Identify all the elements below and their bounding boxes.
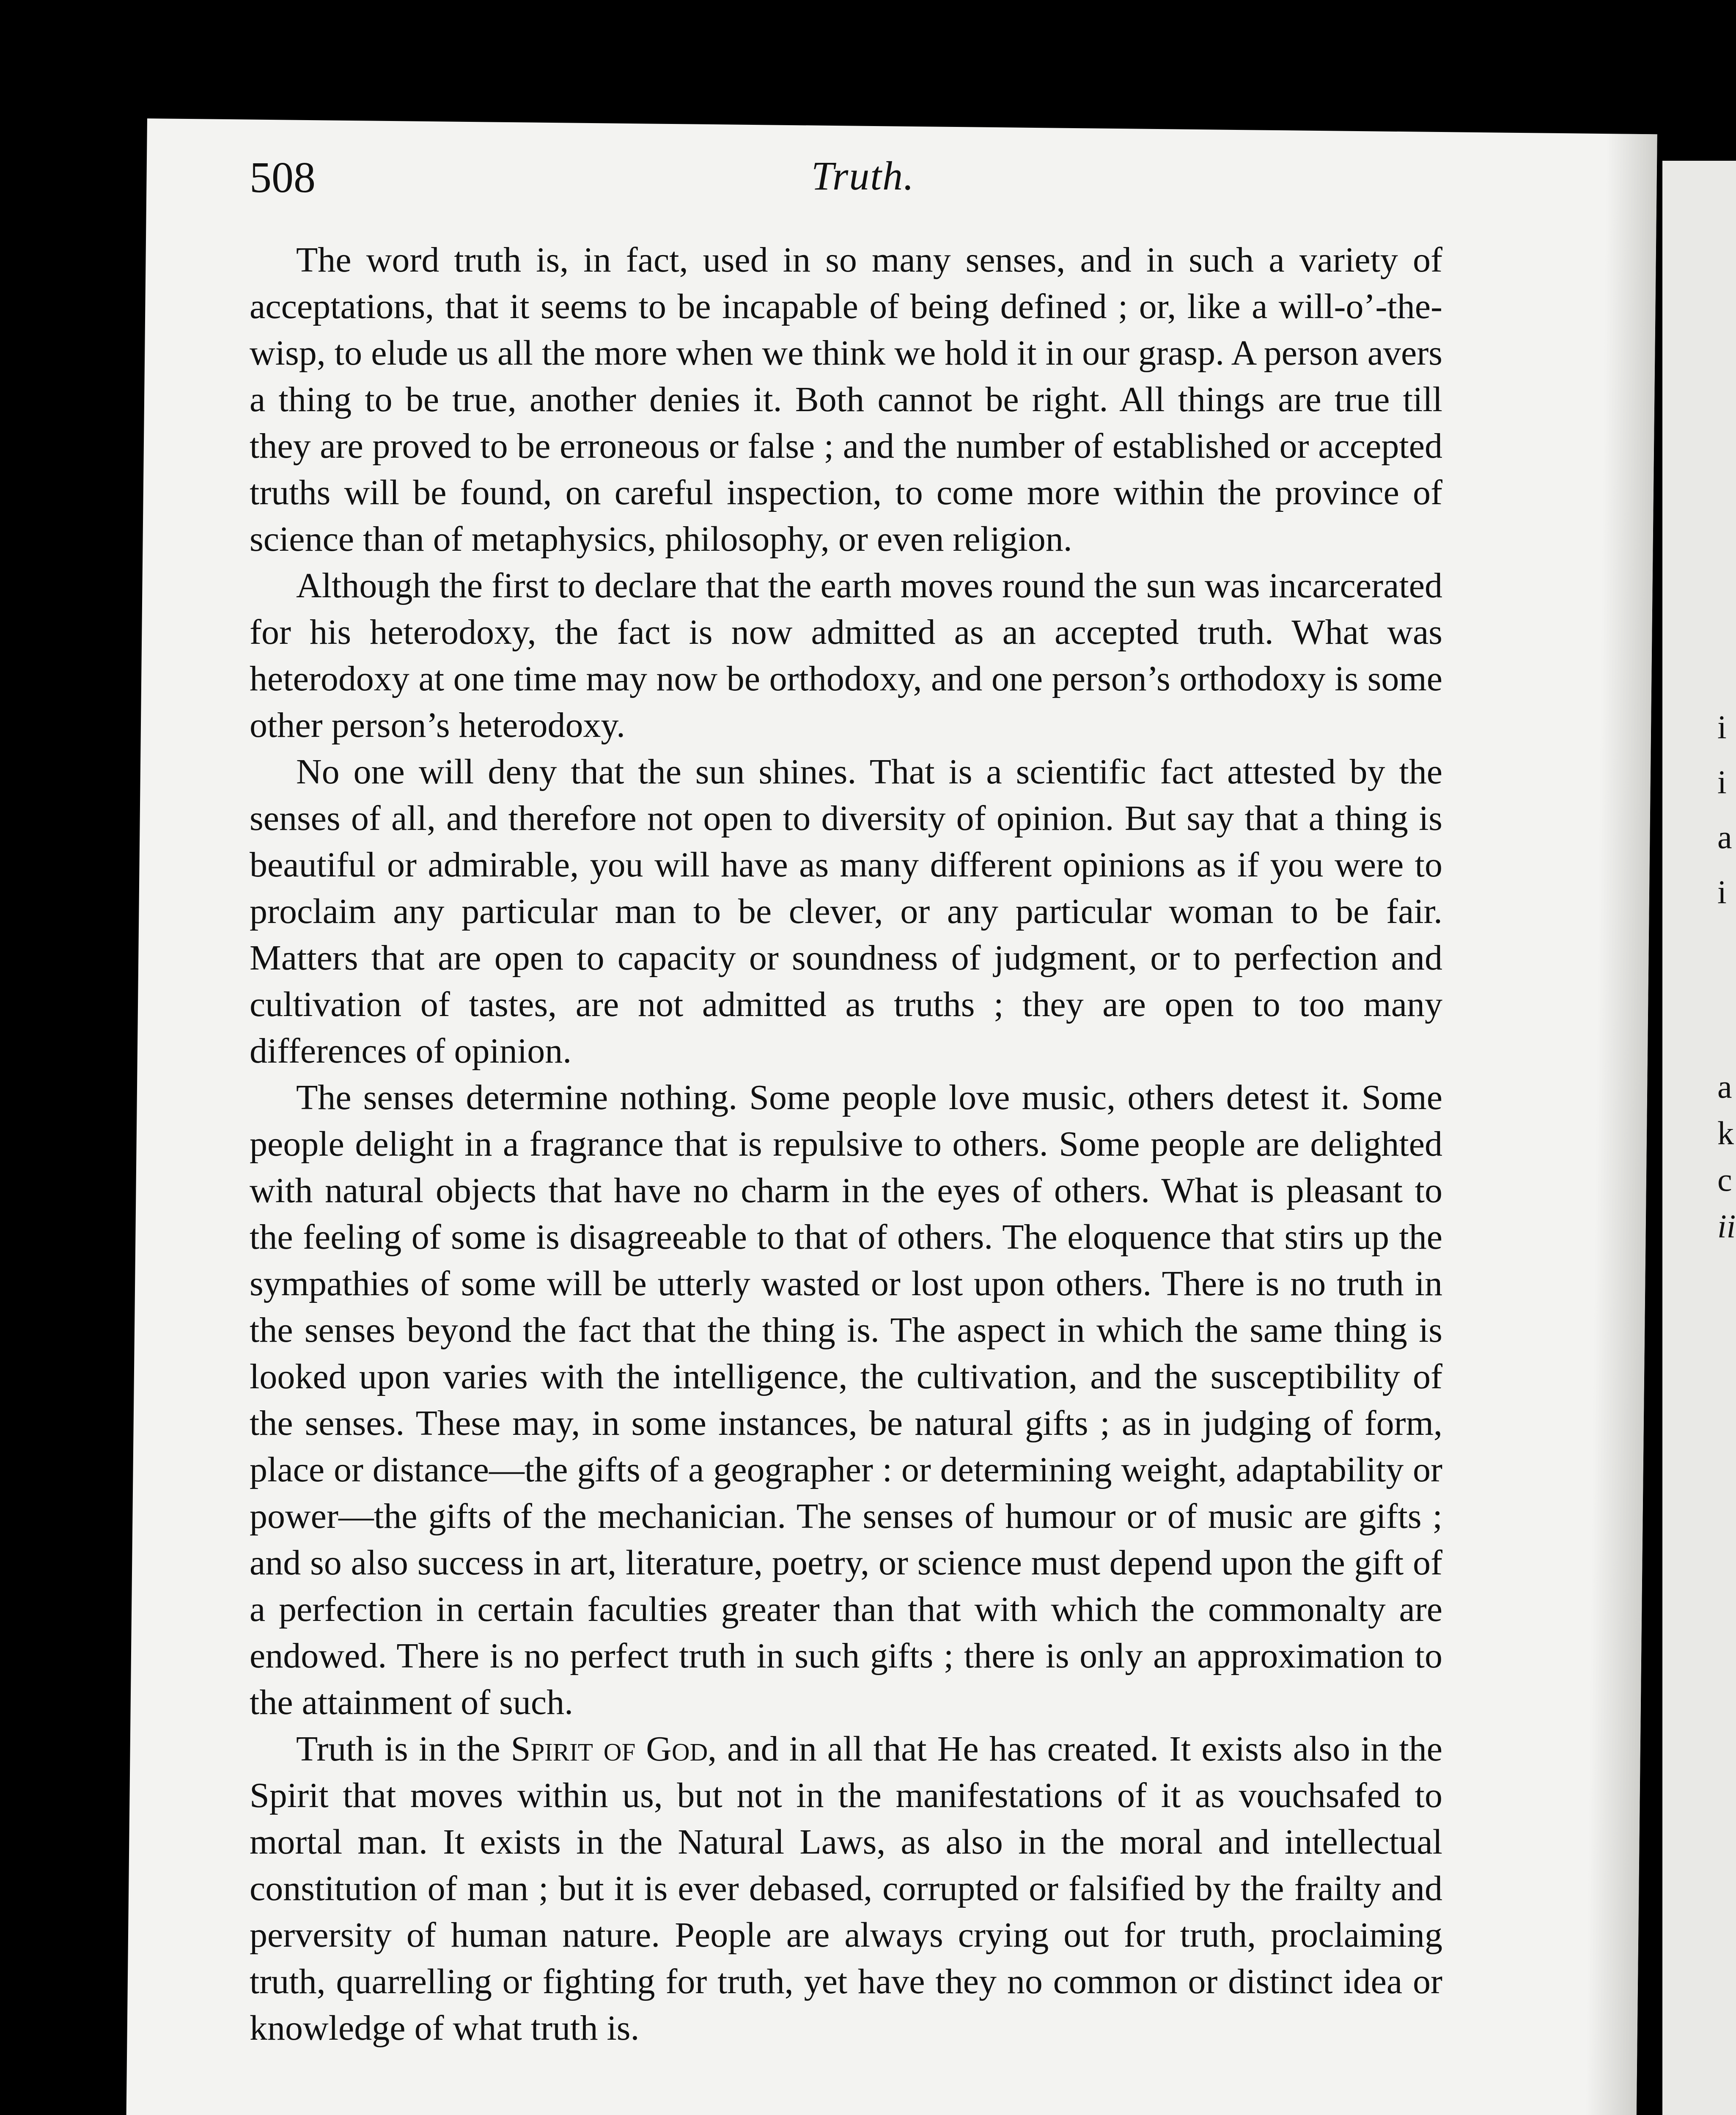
gutter-shadow [1579,134,1657,2115]
running-title: Truth. [811,153,915,198]
paragraph: No one will deny that the sun shines. That is a scientific fact attested by the senses of all, and therefore not open to diversity of opinion. But say that a thing is beautiful or admirable, you will have as many different opinions as if you were to proclaim any particular man to be clever, or any particular woman to be fair. Matters that are open to capacity or soundness of judgment, or to perfection and cultivation of tastes, are not admitted as truths ; they are open to too many differences of opinion. [250,752,1442,1071]
facing-page-fragment: k [1717,1115,1734,1151]
small-caps-phrase: Spirit of God [511,1729,708,1769]
paragraph-text-rest: , and in all that He has created. It exists also in the Spirit that moves within us, but not in the manifestations of it as vouchsafed to mortal man. It exists in the Natural Laws, as also in the moral and intellectual constitution of man ; but it is ever debased, corrupted or falsified by the frailty and perversity of human nature. People are always crying out for truth, proclaiming truth, quarrelling or fighting for truth, yet have they no common or distinct idea or knowledge of what truth is. [250,1729,1442,2048]
paragraph: The word truth is, in fact, used in so many senses, and in such a variety of acceptations, that it seems to be incapable of being defined ; or, like a will-o’-the-wisp, to elude us all the more when we think we hold it in our grasp. A person avers a thing to be true, another denies it. Both cannot be right. All things are true till they are proved to be erroneous or false ; and the number of established or accepted truths will be found, on careful inspection, to come more within the province of science than of metaphysics, philosophy, or even religion. [250,240,1442,559]
facing-page-fragment: c [1717,1161,1732,1198]
facing-page-fragment: a [1717,819,1732,855]
body-text [250,237,1442,2052]
facing-page-fragment: ii [1717,1208,1736,1244]
page-header [250,152,1476,212]
facing-page-fragment: i [1717,764,1727,800]
paragraph-text-start: Truth is in the [296,1729,511,1769]
facing-page-edge [1662,161,1736,2115]
paragraph: The senses determine nothing. Some people love music, others detest it. Some people delight in a fragrance that is repulsive to others. Some people are delighted with natural objects that have no charm in the eyes of others. What is pleasant to the feeling of some is disagreeable to that of others. The eloquence that stirs up the sympathies of some will be utterly wasted or lost upon others. There is no truth in the senses beyond the fact that the thing is. The aspect in which the same thing is looked upon varies with the intelligence, the cultivation, and the susceptibility of the senses. These may, in some instances, be natural gifts ; as in judging of form, place or distance—the gifts of a geographer : or determining weight, adaptability or power—the gifts of the mechanician. The senses of humour or of music are gifts ; and so also success in art, literature, poetry, or science must depend upon the gift of a perfection in certain faculties greater than that with which the commonalty are endowed. There is no perfect truth in such gifts ; there is only an approximation to the attainment of such. [250,1078,1442,1722]
paragraph-last [250,1726,1442,2052]
facing-page-fragment: i [1717,873,1727,910]
page-number: 508 [250,153,316,202]
facing-page-fragment: i [1717,709,1727,745]
facing-page-fragment: a [1717,1068,1732,1105]
paragraph: Although the first to declare that the earth moves round the sun was incarcerated for his heterodoxy, the fact is now admitted as an accepted truth. What was heterodoxy at one time may now be orthodoxy, and one person’s orthodoxy is some other person’s heterodoxy. [250,566,1442,745]
